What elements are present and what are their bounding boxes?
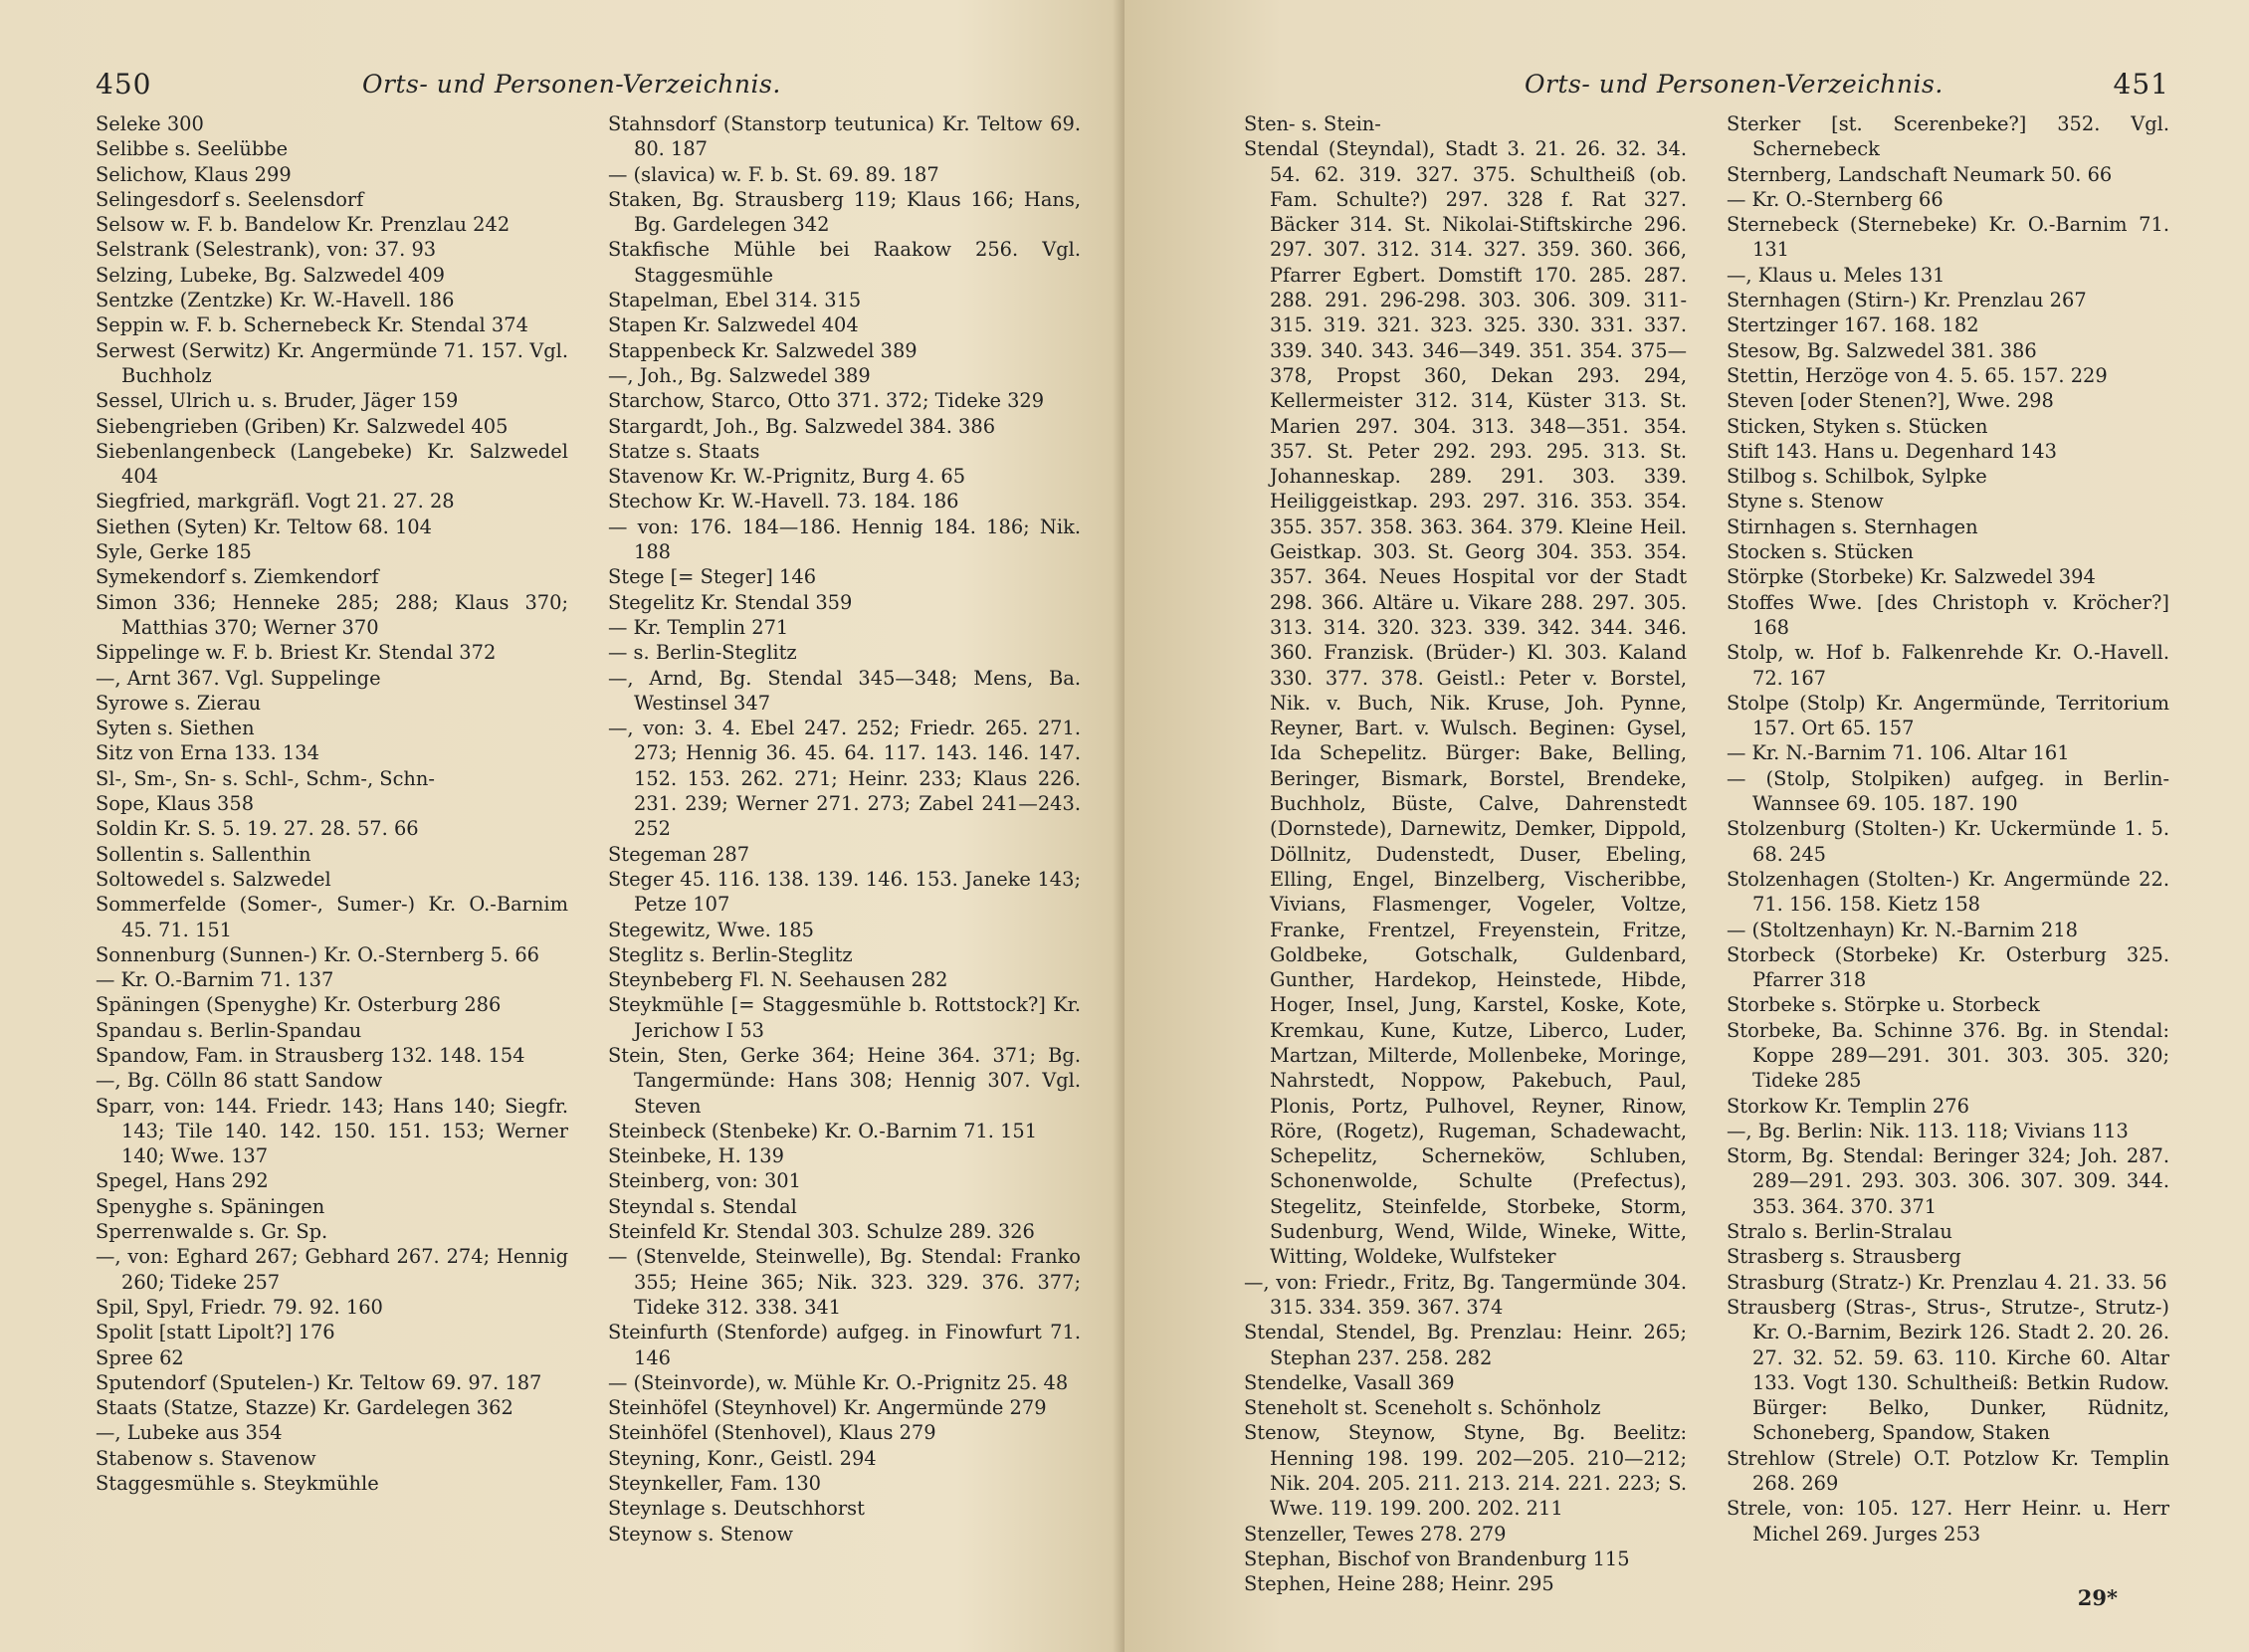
index-entry: Starchow, Starco, Otto 371. 372; Tideke 329	[608, 389, 1045, 413]
index-entry: Styne s. Stenow	[1727, 490, 1884, 514]
index-entry: Sterker [st. Scerenbeke?] 352. Vgl. Schernebeck	[1727, 112, 2169, 161]
index-entry: — (Steinvorde), w. Mühle Kr. O.-Prignitz 25. 48	[608, 1370, 1069, 1394]
page-header	[96, 60, 1081, 111]
index-entry: Spegel, Hans 292	[96, 1169, 269, 1193]
index-entry: Steynlage s. Deutschhorst	[608, 1497, 865, 1521]
index-entry: —, von: 3. 4. Ebel 247. 252; Friedr. 265. 271. 273; Hennig 36. 45. 64. 117. 143. 146. 147. 152. 153. 262. 271; Heinr. 233; Klaus 226. 231. 239; Werner 271. 273; Zabel 241—243. 252	[608, 717, 1081, 841]
index-entry: Sitz von Erna 133. 134	[96, 741, 319, 765]
index-entry: —, von: Friedr., Fritz, Bg. Tangermünde 304. 315. 334. 359. 367. 374	[1244, 1270, 1687, 1319]
index-column-2	[1727, 111, 2169, 1597]
index-entry: Sticken, Styken s. Stücken	[1727, 414, 1988, 438]
index-entry: Stargardt, Joh., Bg. Salzwedel 384. 386	[608, 414, 996, 438]
index-entry: —, Lubeke aus 354	[96, 1421, 283, 1445]
index-entry: Seppin w. F. b. Schernebeck Kr. Stendal 374	[96, 313, 528, 337]
index-entry: Stapen Kr. Salzwedel 404	[608, 313, 859, 337]
index-entry: Stechow Kr. W.-Havell. 73. 184. 186	[608, 490, 959, 514]
index-entry: Steinberg, von: 301	[608, 1169, 801, 1193]
index-entry: Stappenbeck Kr. Salzwedel 389	[608, 338, 918, 362]
index-columns	[96, 111, 1081, 1547]
index-entry: Sentzke (Zentzke) Kr. W.-Havell. 186	[96, 289, 455, 312]
right-page	[1124, 0, 2249, 1652]
index-entry: Sessel, Ulrich u. s. Bruder, Jäger 159	[96, 389, 459, 413]
index-entry: Stendal, Stendel, Bg. Prenzlau: Heinr. 265; Stephan 237. 258. 282	[1244, 1321, 1687, 1369]
index-entry: Steger 45. 116. 138. 139. 146. 153. Janeke 143; Petze 107	[608, 867, 1081, 917]
index-entry: Symekendorf s. Ziemkendorf	[96, 565, 379, 589]
index-entry: Stakfische Mühle bei Raakow 256. Vgl. Staggesmühle	[608, 238, 1081, 287]
index-entry: Seleke 300	[96, 112, 204, 135]
index-columns	[1244, 111, 2169, 1597]
index-entry: — Kr. N.-Barnim 71. 106. Altar 161	[1727, 741, 2070, 765]
index-column-1	[96, 111, 568, 1547]
index-entry: Stegeman 287	[608, 842, 750, 866]
index-entry: Stabenow s. Stavenow	[96, 1446, 316, 1470]
index-entry: Stavenow Kr. W.-Prignitz, Burg 4. 65	[608, 465, 966, 489]
index-entry: Stenzeller, Tewes 278. 279	[1244, 1522, 1507, 1546]
index-entry: Steynbeberg Fl. N. Seehausen 282	[608, 968, 948, 992]
page-number: 450	[96, 68, 152, 101]
index-entry: — Kr. O.-Sternberg 66	[1727, 187, 1943, 211]
index-entry: Stolpe (Stolp) Kr. Angermünde, Territorium 157. Ort 65. 157	[1727, 691, 2169, 740]
index-entry: Soltowedel s. Salzwedel	[96, 867, 331, 891]
index-entry: Sputendorf (Sputelen-) Kr. Teltow 69. 97. 187	[96, 1370, 542, 1394]
index-entry: Stahnsdorf (Stanstorp teutunica) Kr. Teltow 69. 80. 187	[608, 112, 1081, 161]
index-entry: Spandau s. Berlin-Spandau	[96, 1018, 362, 1042]
index-entry: Staats (Statze, Stazze) Kr. Gardelegen 362	[96, 1396, 513, 1420]
index-entry: Stoffes Wwe. [des Christoph v. Kröcher?] 168	[1727, 590, 2169, 639]
index-entry: Statze s. Staats	[608, 439, 760, 463]
running-title: Orts- und Personen-Verzeichnis.	[1525, 70, 1943, 99]
index-entry: Steven [oder Stenen?], Wwe. 298	[1727, 389, 2054, 413]
index-entry: Selibbe s. Seelübbe	[96, 137, 289, 161]
index-entry: Stilbog s. Schilbok, Sylpke	[1727, 465, 1987, 489]
index-entry: Storm, Bg. Stendal: Beringer 324; Joh. 287. 289—291. 293. 303. 306. 307. 309. 344. 353. 364. 370. 371	[1727, 1144, 2169, 1218]
index-entry: Steykmühle [= Staggesmühle b. Rottstock?] Kr. Jerichow I 53	[608, 993, 1081, 1042]
index-entry: Stettin, Herzöge von 4. 5. 65. 157. 229	[1727, 363, 2108, 387]
index-entry: Siebengrieben (Griben) Kr. Salzwedel 405	[96, 414, 509, 438]
index-entry: Storbeck (Storbeke) Kr. Osterburg 325. Pfarrer 318	[1727, 942, 2169, 992]
index-entry: —, Arnd, Bg. Stendal 345—348; Mens, Ba. Westinsel 347	[608, 666, 1081, 715]
index-entry: — s. Berlin-Steglitz	[608, 641, 797, 665]
index-entry: Steyndal s. Stendal	[608, 1194, 797, 1218]
index-entry: Steneholt st. Sceneholt s. Schönholz	[1244, 1396, 1601, 1420]
index-column-1	[1244, 111, 1687, 1597]
index-entry: Selstrank (Selestrank), von: 37. 93	[96, 238, 437, 262]
index-entry: Stegewitz, Wwe. 185	[608, 918, 814, 941]
index-entry: — (Stoltzenhayn) Kr. N.-Barnim 218	[1727, 918, 2078, 941]
index-entry: — (Stolp, Stolpiken) aufgeg. in Berlin-Wannsee 69. 105. 187. 190	[1727, 766, 2169, 816]
index-entry: Storkow Kr. Templin 276	[1727, 1094, 1969, 1118]
index-entry: —, von: Eghard 267; Gebhard 267. 274; Hennig 260; Tideke 257	[96, 1245, 568, 1294]
index-entry: Stocken s. Stücken	[1727, 540, 1914, 564]
index-entry: Sternebeck (Sternebeke) Kr. O.-Barnim 71. 131	[1727, 213, 2169, 262]
index-entry: Stein, Sten, Gerke 364; Heine 364. 371; Bg. Tangermünde: Hans 308; Hennig 307. Vgl. Steven	[608, 1043, 1081, 1118]
index-entry: Stolp, w. Hof b. Falkenrehde Kr. O.-Havell. 72. 167	[1727, 641, 2169, 690]
running-title: Orts- und Personen-Verzeichnis.	[362, 70, 781, 99]
index-entry: — Kr. Templin 271	[608, 615, 789, 639]
index-entry: Stephen, Heine 288; Heinr. 295	[1244, 1572, 1554, 1596]
index-entry: Stolzenburg (Stolten-) Kr. Uckermünde 1. 5. 68. 245	[1727, 817, 2169, 866]
index-entry: Siebenlangenbeck (Langebeke) Kr. Salzwedel 404	[96, 439, 568, 489]
index-entry: Spree 62	[96, 1345, 184, 1369]
index-entry: Spenyghe s. Späningen	[96, 1194, 325, 1218]
index-entry: Siethen (Syten) Kr. Teltow 68. 104	[96, 515, 432, 538]
index-entry: Selzing, Lubeke, Bg. Salzwedel 409	[96, 263, 446, 287]
index-entry: Spandow, Fam. in Strausberg 132. 148. 154	[96, 1043, 525, 1067]
index-entry: Steinhöfel (Stenhovel), Klaus 279	[608, 1421, 936, 1445]
index-entry: Strele, von: 105. 127. Herr Heinr. u. Herr Michel 269. Jurges 253	[1727, 1497, 2169, 1546]
index-entry: Selingesdorf s. Seelensdorf	[96, 187, 364, 211]
index-entry: Stralo s. Berlin-Stralau	[1727, 1220, 1952, 1244]
index-entry: Storbeke, Ba. Schinne 376. Bg. in Stendal: Koppe 289—291. 301. 303. 305. 320; Tideke 285	[1727, 1018, 2169, 1093]
index-entry: Steynkeller, Fam. 130	[608, 1472, 821, 1496]
index-entry: Steinbeck (Stenbeke) Kr. O.-Barnim 71. 151	[608, 1119, 1038, 1142]
index-entry: Sternhagen (Stirn-) Kr. Prenzlau 267	[1727, 289, 2087, 312]
index-entry: Spil, Spyl, Friedr. 79. 92. 160	[96, 1295, 383, 1319]
index-entry: —, Bg. Cölln 86 statt Sandow	[96, 1069, 383, 1093]
index-entry: Sippelinge w. F. b. Briest Kr. Stendal 372	[96, 641, 497, 665]
index-entry: —, Joh., Bg. Salzwedel 389	[608, 363, 871, 387]
index-entry: Stapelman, Ebel 314. 315	[608, 289, 862, 312]
index-entry: Spolit [statt Lipolt?] 176	[96, 1321, 335, 1344]
index-entry: Syle, Gerke 185	[96, 540, 252, 564]
index-entry: Sten- s. Stein-	[1244, 112, 1381, 135]
index-entry: Stendal (Steyndal), Stadt 3. 21. 26. 32. 34. 54. 62. 319. 327. 375. Schultheiß (ob. Fam. Schulte?) 297. 328 f. Rat 327. Bäcker 314. St. Nikolai-Stiftskirche 296. 297. 307. 312. 314. 327. 359. 360. 366, Pfarrer Egbert. Domstift 170. 285. 287. 288. 291. 296-298. 303. 306. 309. 311-315. 319. 321. 323. 325. 330. 331. 337. 339. 340. 343. 346—349. 351. 354. 375—378, Propst 360, Dekan 293. 294, Kellermeister 312. 314, Küster 313. St. Marien 297. 304. 313. 348—351. 354. 357. St. Peter 292. 293. 295. 313. St. Johanneskap. 289. 291. 303. 339. Heiliggeistkap. 293. 297. 316. 353. 354. 355. 357. 358. 363. 364. 379. Kleine Heil. Geistkap. 303. St. Georg 304. 353. 354. 357. 364. Neues Hospital vor der Stadt 298. 366. Altäre u. Vikare 288. 297. 305. 313. 314. 320. 323. 339. 342. 344. 346. 360. Franzisk. (Brüder-) Kl. 303. Kaland 330. 377. 378. Geistl.: Peter v. Borstel, Nik. v. Buch, Nik. Kruse, Joh. Pynne, Reyner, Bart. v. Wulsch. Beginen: Gysel, Ida Schepelitz. Bürger: Bake, Belling, Beringer, Bismark, Borstel, Brendeke, Buchholz, Büste, Calve, Dahrenstedt (Dornstede), Darnewitz, Demker, Dippold, Döllnitz, Dudenstedt, Duser, Ebeling, Elling, Engel, Binzelberg, Vischeribbe, Vivians, Flasmenger, Vogeler, Voltze, Franke, Frentzel, Freyenstein, Fritze, Goldbeke, Gotschalk, Guldenbard, Gunther, Hardekop, Heinstede, Hibde, Hoger, Insel, Jung, Karstel, Koske, Kote, Kremkau, Kune, Kutze, Liberco, Luder, Martzan, Milterde, Mollenbeke, Moringe, Nahrstedt, Noppow, Pakebuch, Paul, Plonis, Portz, Pulhovel, Reyner, Rinow, Röre, (Rogetz), Rugeman, Schadewacht, Schepelitz, Scherneköw, Schluben, Schonenwolde, Schulte (Prefectus), Stegelitz, Steinfelde, Storbeke, Storm, Sudenburg, Wend, Wilde, Wineke, Witte, Witting, Woldeke, Wulfsteker	[1244, 137, 1687, 1269]
index-entry: Strehlow (Strele) O.T. Potzlow Kr. Templin 268. 269	[1727, 1446, 2169, 1496]
index-entry: Sommerfelde (Somer-, Sumer-) Kr. O.-Barnim 45. 71. 151	[96, 893, 568, 941]
index-entry: Selichow, Klaus 299	[96, 162, 292, 186]
index-entry: Siegfried, markgräfl. Vogt 21. 27. 28	[96, 490, 455, 514]
index-entry: Sparr, von: 144. Friedr. 143; Hans 140; Siegfr. 143; Tile 140. 142. 150. 151. 153; Werner 140; Wwe. 137	[96, 1094, 568, 1168]
index-entry: Steinhöfel (Steynhovel) Kr. Angermünde 279	[608, 1396, 1047, 1420]
index-entry: —, Bg. Berlin: Nik. 113. 118; Vivians 113	[1727, 1119, 2129, 1142]
index-entry: Stenow, Steynow, Styne, Bg. Beelitz: Henning 198. 199. 202—205. 210—212; Nik. 204. 205. 211. 213. 214. 221. 223; S. Wwe. 119. 199. 200. 202. 211	[1244, 1421, 1687, 1521]
index-entry: Sope, Klaus 358	[96, 792, 255, 816]
index-entry: Stolzenhagen (Stolten-) Kr. Angermünde 22. 71. 156. 158. Kietz 158	[1727, 867, 2169, 917]
index-entry: Sl-, Sm-, Sn- s. Schl-, Schm-, Schn-	[96, 766, 435, 790]
index-entry: Sonnenburg (Sunnen-) Kr. O.-Sternberg 5. 66	[96, 942, 540, 966]
index-entry: Soldin Kr. S. 5. 19. 27. 28. 57. 66	[96, 817, 419, 841]
index-entry: Stendelke, Vasall 369	[1244, 1370, 1455, 1394]
index-entry: Stirnhagen s. Sternhagen	[1727, 515, 1978, 538]
index-entry: Stift 143. Hans u. Degenhard 143	[1727, 439, 2057, 463]
index-entry: —, Klaus u. Meles 131	[1727, 263, 1945, 287]
index-entry: Syten s. Siethen	[96, 717, 255, 740]
index-entry: Stege [= Steger] 146	[608, 565, 817, 589]
index-entry: Steinfeld Kr. Stendal 303. Schulze 289. 326	[608, 1220, 1035, 1244]
index-entry: —, Arnt 367. Vgl. Suppelinge	[96, 666, 381, 690]
index-entry: Steinfurth (Stenforde) aufgeg. in Finowfurt 71. 146	[608, 1321, 1081, 1369]
index-entry: Stephan, Bischof von Brandenburg 115	[1244, 1547, 1630, 1570]
index-entry: Selsow w. F. b. Bandelow Kr. Prenzlau 242	[96, 213, 511, 237]
index-entry: Störpke (Storbeke) Kr. Salzwedel 394	[1727, 565, 2096, 589]
index-entry: Späningen (Spenyghe) Kr. Osterburg 286	[96, 993, 502, 1017]
index-entry: Staggesmühle s. Steykmühle	[96, 1472, 379, 1496]
index-entry: Steynow s. Stenow	[608, 1522, 794, 1546]
index-entry: — Kr. O.-Barnim 71. 137	[96, 968, 334, 992]
index-entry: — von: 176. 184—186. Hennig 184. 186; Nik. 188	[608, 515, 1081, 564]
page-number: 451	[2113, 68, 2169, 101]
index-entry: Steglitz s. Berlin-Steglitz	[608, 942, 853, 966]
index-entry: Sternberg, Landschaft Neumark 50. 66	[1727, 162, 2113, 186]
index-entry: Simon 336; Henneke 285; 288; Klaus 370; Matthias 370; Werner 370	[96, 590, 568, 639]
index-entry: Strausberg (Stras-, Strus-, Strutze-, Strutz-) Kr. O.-Barnim, Bezirk 126. Stadt 2. 20. 26. 27. 32. 52. 59. 63. 110. Kirche 60. Altar 133. Vogt 130. Schultheiß: Betkin Rudow. Bürger: Belko, Dunker, Rüdnitz, Schoneberg, Spandow, Staken	[1727, 1295, 2169, 1445]
index-entry: Sperrenwalde s. Gr. Sp.	[96, 1220, 328, 1244]
index-entry: Steinbeke, H. 139	[608, 1144, 784, 1168]
index-entry: Stegelitz Kr. Stendal 359	[608, 590, 853, 614]
index-entry: Strasburg (Stratz-) Kr. Prenzlau 4. 21. 33. 56	[1727, 1270, 2167, 1294]
index-entry: Syrowe s. Zierau	[96, 691, 262, 715]
index-entry: Sollentin s. Sallenthin	[96, 842, 311, 866]
index-entry: Strasberg s. Strausberg	[1727, 1245, 1961, 1269]
index-entry: Serwest (Serwitz) Kr. Angermünde 71. 157. Vgl. Buchholz	[96, 338, 568, 387]
index-entry: Stesow, Bg. Salzwedel 381. 386	[1727, 338, 2037, 362]
index-entry: Storbeke s. Störpke u. Storbeck	[1727, 993, 2040, 1017]
index-entry: — (slavica) w. F. b. St. 69. 89. 187	[608, 162, 939, 186]
index-entry: Staken, Bg. Strausberg 119; Klaus 166; Hans, Bg. Gardelegen 342	[608, 187, 1081, 237]
page-header	[1244, 60, 2169, 111]
index-entry: Stertzinger 167. 168. 182	[1727, 313, 1979, 337]
index-column-2	[608, 111, 1081, 1547]
index-entry: — (Stenvelde, Steinwelle), Bg. Stendal: Franko 355; Heine 365; Nik. 323. 329. 376. 377; Tideke 312. 338. 341	[608, 1245, 1081, 1319]
signature-mark: 29*	[2077, 1585, 2118, 1610]
left-page	[0, 0, 1124, 1652]
index-entry: Steyning, Konr., Geistl. 294	[608, 1446, 877, 1470]
